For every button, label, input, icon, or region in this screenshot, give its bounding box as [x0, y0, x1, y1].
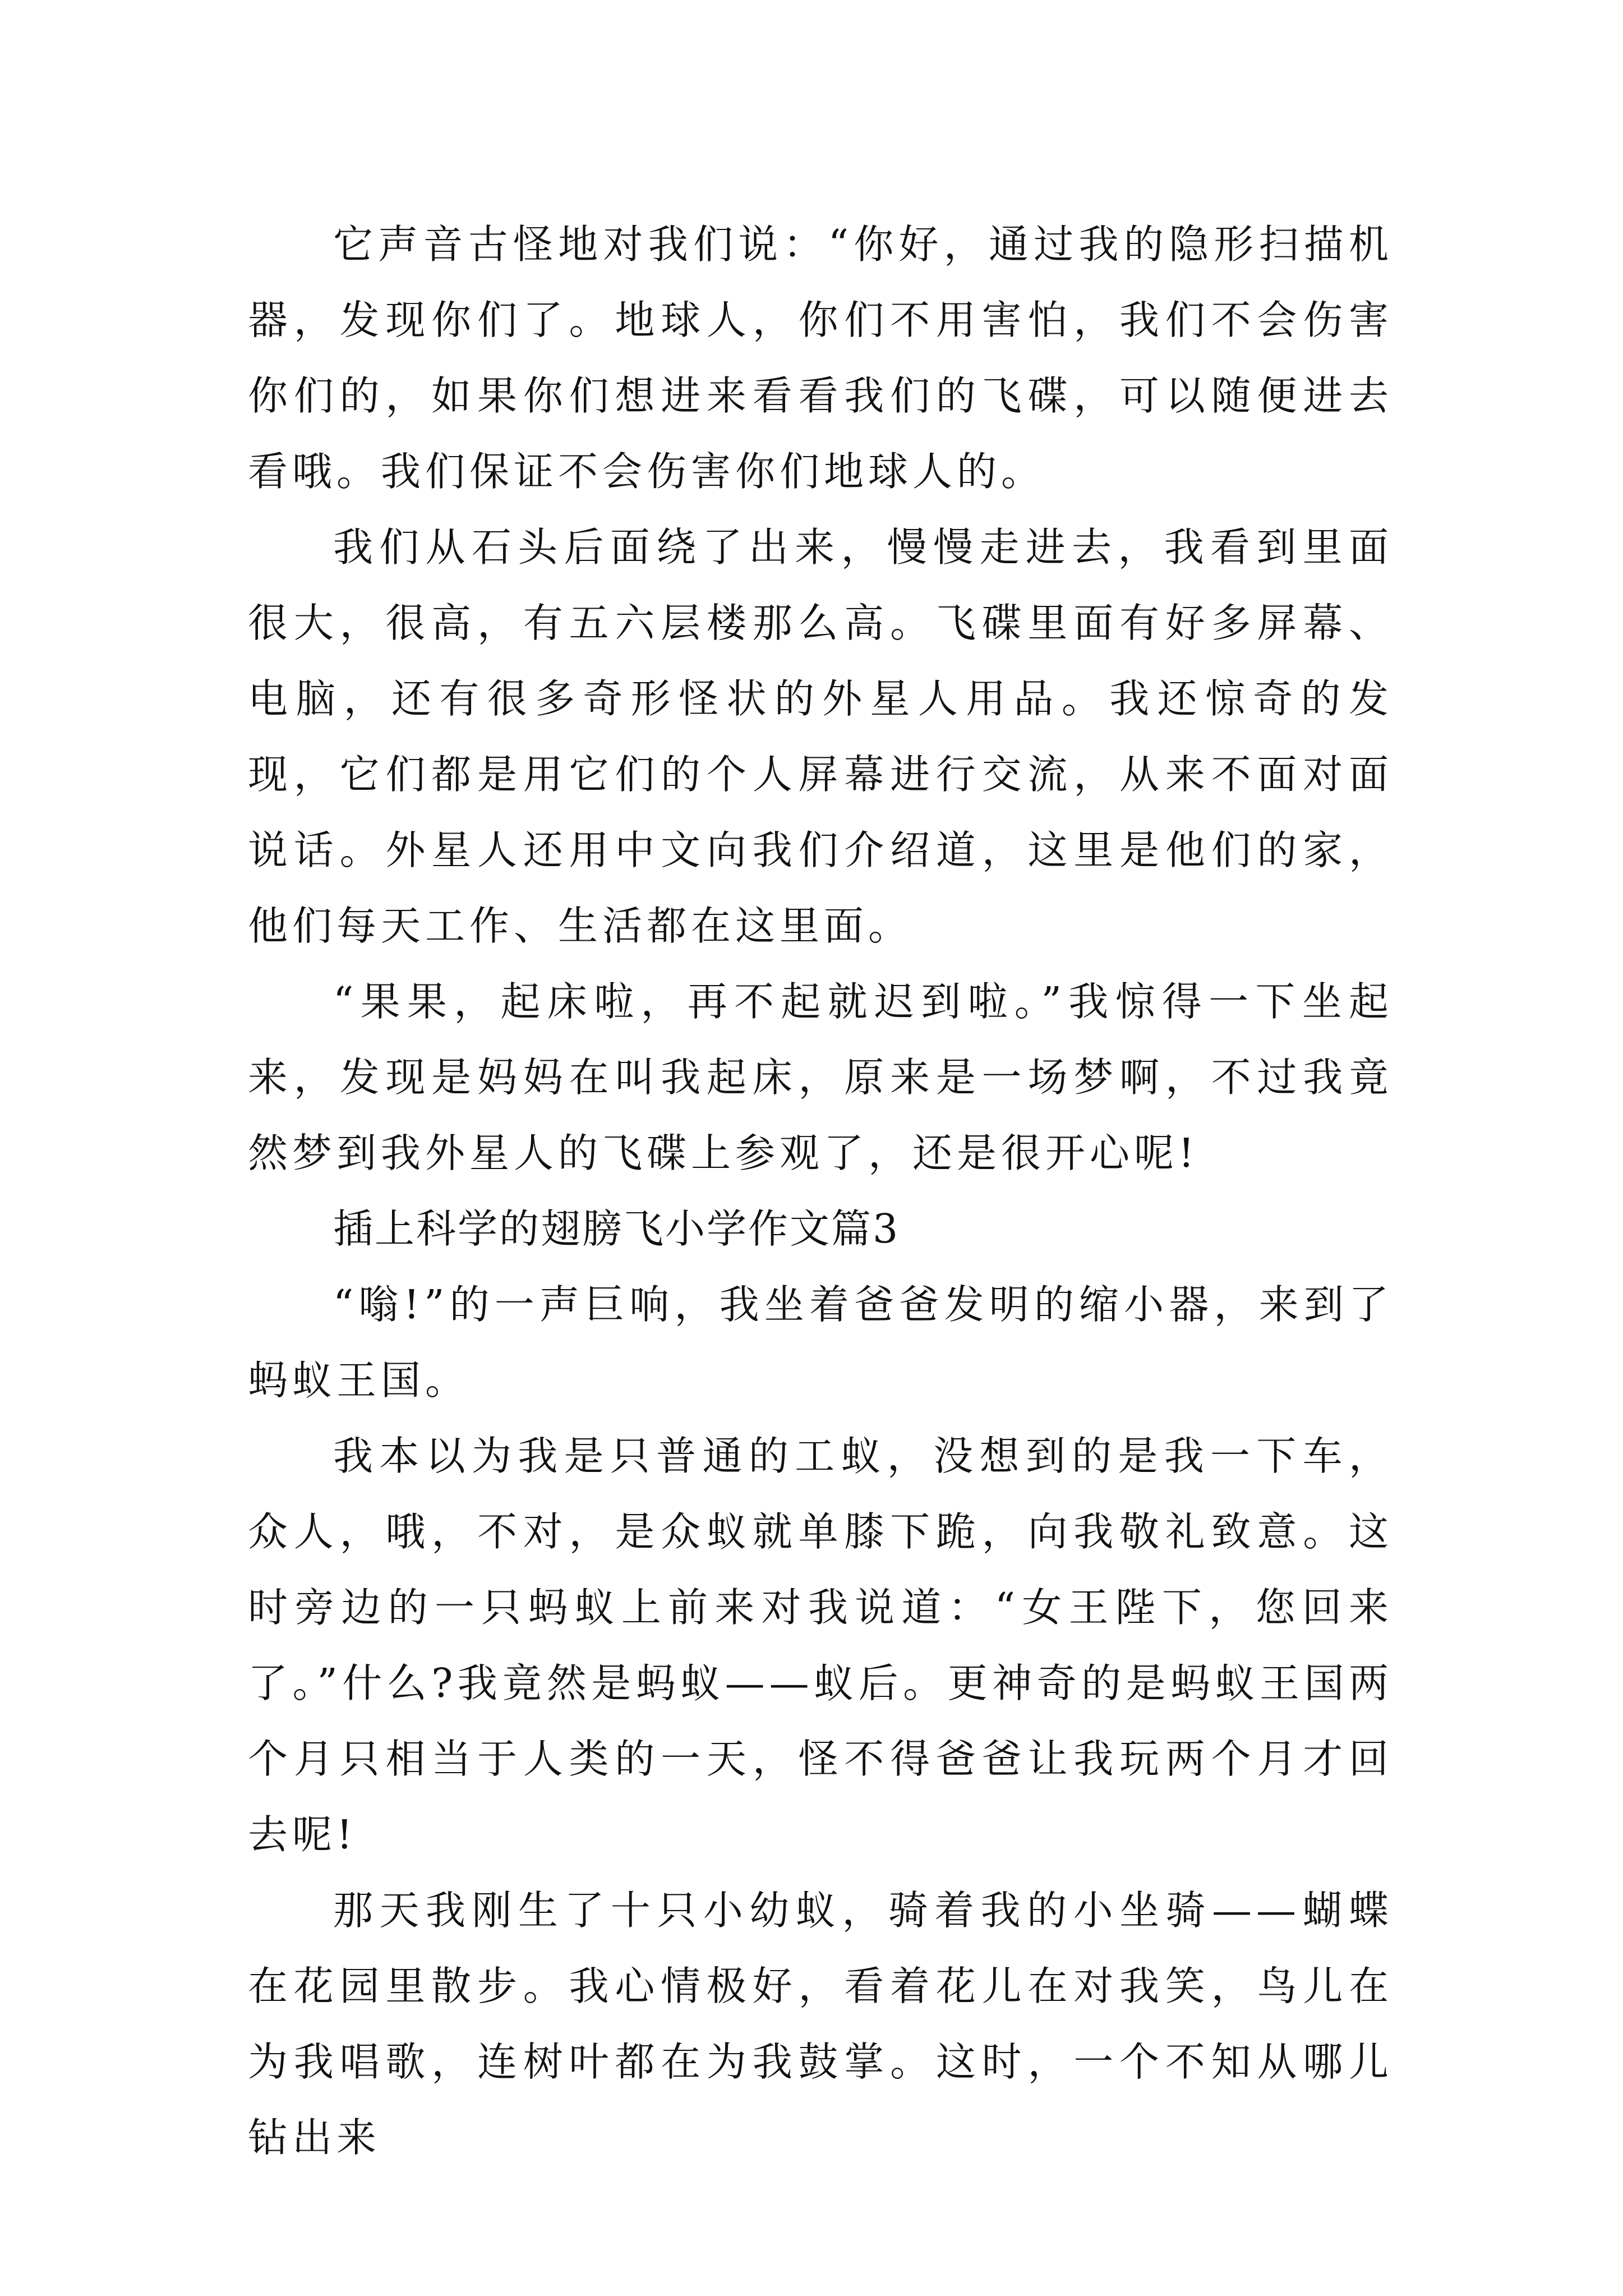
paragraph-garden-walk: 那天我刚生了十只小幼蚁，骑着我的小坐骑——蝴蝶在花园里散步。我心情极好，看着花儿在对我笑，鸟儿在为我唱歌，连树叶都在为我鼓掌。这时，一个不知从哪儿钻出来 [248, 1887, 1393, 2161]
paragraph-ant-queen: 我本以为我是只普通的工蚁，没想到的是我一下车，众人，哦，不对，是众蚁就单膝下跪，向我敬礼致意。这时旁边的一只蚂蚁上前来对我说道：“女王陛下，您回来了。”什么?我竟然是蚂蚁——蚁后。更神奇的是蚂蚁王国两个月只相当于人类的一天，怪不得爸爸让我玩两个月才回去呢! [248, 1433, 1393, 1858]
essay-title: 插上科学的翅膀飞小学作文篇3 [333, 1205, 900, 1252]
paragraph-ant-kingdom-arrival: “嗡!”的一声巨响，我坐着爸爸发明的缩小器，来到了蚂蚁王国。 [248, 1281, 1393, 1404]
paragraph-wake-up: “果果，起床啦，再不起就迟到啦。”我惊得一下坐起来，发现是妈妈在叫我起床，原来是一场梦啊，不过我竟然梦到我外星人的飞碟上参观了，还是很开心呢! [248, 978, 1393, 1176]
paragraph-alien-greeting: 它声音古怪地对我们说：“你好，通过我的隐形扫描机器，发现你们了。地球人，你们不用害怕，我们不会伤害你们的，如果你们想进来看看我们的飞碟，可以随便进去看哦。我们保证不会伤害你们地球人的。 [248, 221, 1393, 495]
document-body [248, 206, 1393, 2175]
paragraph-inside-ufo: 我们从石头后面绕了出来，慢慢走进去，我看到里面很大，很高，有五六层楼那么高。飞碟里面有好多屏幕、电脑，还有很多奇形怪状的外星人用品。我还惊奇的发现，它们都是用它们的个人屏幕进行交流，从来不面对面说话。外星人还用中文向我们介绍道，这里是他们的家，他们每天工作、生活都在这里面。 [248, 524, 1393, 949]
